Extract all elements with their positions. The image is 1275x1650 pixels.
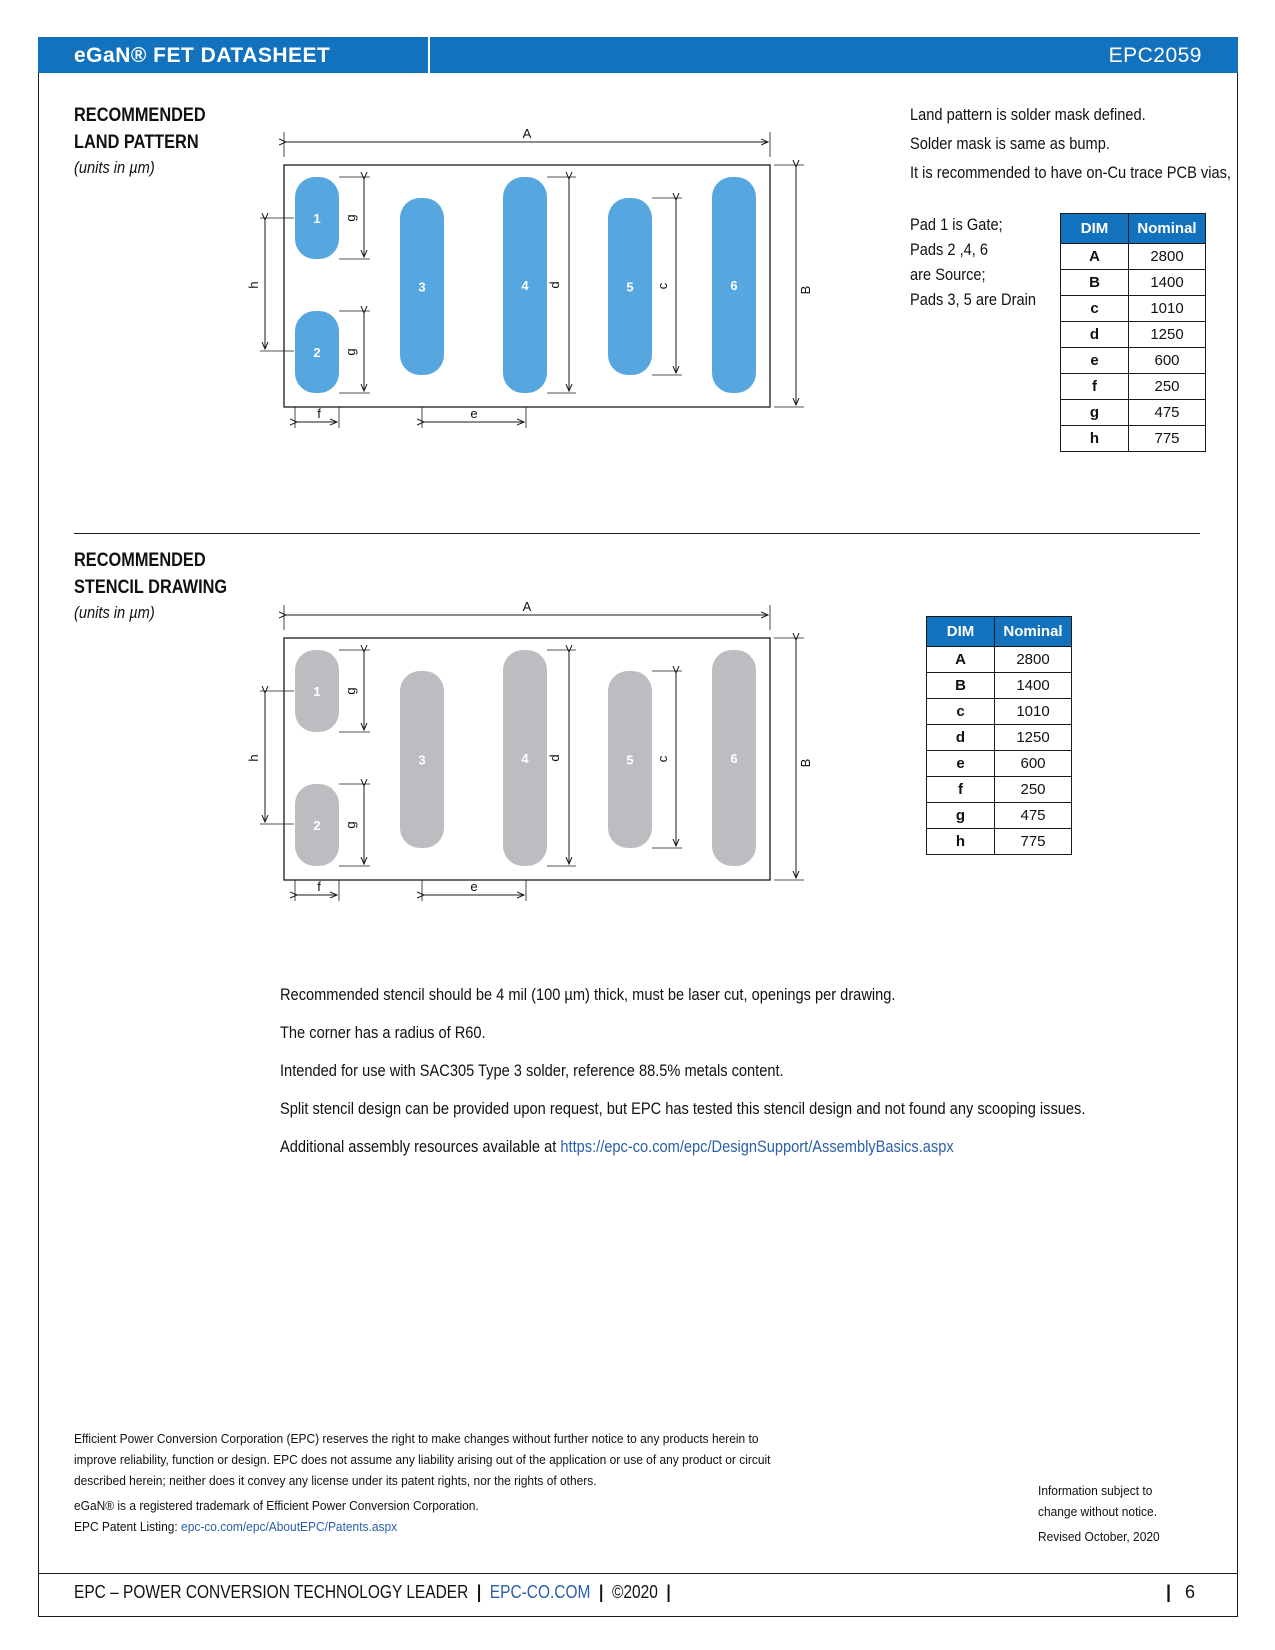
dim-key: A bbox=[1061, 244, 1129, 270]
stencil-note: Recommended stencil should be 4 mil (100 µm) thick, must be laser cut, openings per drawing. bbox=[280, 985, 896, 1004]
dim-value: 600 bbox=[995, 751, 1072, 777]
dim-row bbox=[1061, 348, 1206, 374]
land-notes bbox=[910, 100, 1231, 187]
land-note: It is recommended to have on-Cu trace PCB vias, bbox=[910, 163, 1231, 182]
dim-row bbox=[1061, 426, 1206, 452]
doc-title: eGaN® FET DATASHEET bbox=[74, 44, 331, 67]
land-pattern-diagram bbox=[246, 120, 870, 450]
dim-key: e bbox=[927, 751, 995, 777]
dim-value: 1400 bbox=[995, 673, 1072, 699]
dim-label-h: h bbox=[246, 754, 261, 762]
pad-label: 5 bbox=[626, 279, 634, 295]
dim-value: 2800 bbox=[1129, 244, 1206, 270]
dim-label-A: A bbox=[522, 126, 532, 141]
dim-label-f: f bbox=[317, 406, 321, 421]
dim-row bbox=[1061, 322, 1206, 348]
dim-key: c bbox=[1061, 296, 1129, 322]
dim-key: h bbox=[927, 829, 995, 855]
legal-notice: Efficient Power Conversion Corporation (EPC) reserves the right to make changes without further notice to any products herein to improve reliability, function or design. EPC does not assume any liability arising out of the application or use of any product or circuit described herein; neither does it convey any license under its patent rights, nor the rights of others. eGaN® is a registered trademark of Efficient Power Conversion Corporation. EPC Patent Listing: epc-co.com/epc/AboutEPC/Patents.aspx bbox=[74, 1428, 770, 1537]
dim-header: DIM bbox=[1061, 214, 1129, 244]
stencil-note: Split stencil design can be provided upon request, but EPC has tested this stencil design and not found any scooping issues. bbox=[280, 1099, 1086, 1118]
patent-link[interactable]: epc-co.com/epc/AboutEPC/Patents.aspx bbox=[181, 1519, 398, 1534]
dim-row bbox=[1061, 374, 1206, 400]
trademark-note: eGaN® is a registered trademark of Efficient Power Conversion Corporation. bbox=[74, 1498, 479, 1513]
dim-label-B: B bbox=[798, 285, 813, 295]
pad-label: 2 bbox=[313, 345, 321, 360]
dim-row bbox=[927, 751, 1072, 777]
dim-value: 250 bbox=[1129, 374, 1206, 400]
dim-value: 775 bbox=[1129, 426, 1206, 452]
footer-site-link[interactable]: EPC-CO.COM bbox=[489, 1582, 591, 1602]
dim-label-g: g bbox=[343, 687, 358, 695]
dim-value: 1250 bbox=[1129, 322, 1206, 348]
stencil-notes bbox=[280, 985, 1085, 1175]
pad-label: 5 bbox=[626, 752, 634, 768]
dim-header: DIM bbox=[927, 617, 995, 647]
dim-label-f: f bbox=[317, 879, 321, 894]
dim-key: g bbox=[927, 803, 995, 829]
dim-row bbox=[927, 699, 1072, 725]
dim-label-g: g bbox=[343, 348, 358, 356]
nominal-header: Nominal bbox=[1129, 214, 1206, 244]
dim-row bbox=[1061, 296, 1206, 322]
stencil-note: Intended for use with SAC305 Type 3 solder, reference 88.5% metals content. bbox=[280, 1061, 784, 1080]
dim-value: 1010 bbox=[995, 699, 1072, 725]
dim-value: 775 bbox=[995, 829, 1072, 855]
header-divider bbox=[428, 37, 430, 73]
footer: EPC – POWER CONVERSION TECHNOLOGY LEADER | EPC-CO.COM | ©2020 | bbox=[74, 1582, 671, 1602]
land-dim-table bbox=[1060, 213, 1206, 452]
pad-label: 3 bbox=[418, 279, 426, 295]
revision-date: Revised October, 2020 bbox=[1038, 1529, 1160, 1544]
pad-label: 3 bbox=[418, 752, 426, 768]
dim-row bbox=[1061, 244, 1206, 270]
dim-label-g: g bbox=[343, 821, 358, 829]
pad-label: 4 bbox=[521, 751, 529, 766]
pad-label: 4 bbox=[521, 278, 529, 293]
pad-label: 6 bbox=[730, 751, 738, 766]
dim-key: f bbox=[927, 777, 995, 803]
nominal-header: Nominal bbox=[995, 617, 1072, 647]
land-note: Land pattern is solder mask defined. bbox=[910, 105, 1146, 124]
dim-label-g: g bbox=[343, 214, 358, 222]
info-notice: Information subject to change without notice. Revised October, 2020 bbox=[1038, 1480, 1160, 1547]
dim-label-e: e bbox=[470, 879, 478, 894]
pad-label: 6 bbox=[730, 278, 738, 293]
dim-key: g bbox=[1061, 400, 1129, 426]
pad-label: 1 bbox=[313, 211, 321, 226]
stencil-drawing-diagram bbox=[246, 593, 870, 923]
stencil-units: (units in µm) bbox=[74, 603, 155, 622]
dim-value: 475 bbox=[995, 803, 1072, 829]
stencil-drawing-title: RECOMMENDED STENCIL DRAWING bbox=[74, 550, 228, 598]
assembly-basics-link[interactable]: https://epc-co.com/epc/DesignSupport/AssemblyBasics.aspx bbox=[560, 1137, 954, 1156]
dim-key: h bbox=[1061, 426, 1129, 452]
dim-key: d bbox=[927, 725, 995, 751]
pad-assignment-notes: Pad 1 is Gate; Pads 2 ,4, 6 are Source; Pads 3, 5 are Drain bbox=[910, 215, 1036, 309]
dim-row bbox=[1061, 400, 1206, 426]
dim-key: d bbox=[1061, 322, 1129, 348]
dim-value: 1010 bbox=[1129, 296, 1206, 322]
dim-value: 475 bbox=[1129, 400, 1206, 426]
dim-label-e: e bbox=[470, 406, 478, 421]
land-note: Solder mask is same as bump. bbox=[910, 134, 1110, 153]
dim-value: 2800 bbox=[995, 647, 1072, 673]
dim-key: f bbox=[1061, 374, 1129, 400]
footer-copyright: ©2020 bbox=[611, 1582, 658, 1602]
patent-listing: EPC Patent Listing: epc-co.com/epc/AboutEPC/Patents.aspx bbox=[74, 1519, 398, 1534]
dim-value: 600 bbox=[1129, 348, 1206, 374]
dim-row bbox=[927, 803, 1072, 829]
dim-label-B: B bbox=[798, 758, 813, 768]
pad-label: 2 bbox=[313, 818, 321, 833]
dim-key: B bbox=[927, 673, 995, 699]
dim-key: c bbox=[927, 699, 995, 725]
stencil-dim-table bbox=[926, 616, 1072, 855]
dim-key: A bbox=[927, 647, 995, 673]
dim-row bbox=[927, 647, 1072, 673]
dim-label-d: d bbox=[547, 281, 562, 289]
stencil-note: The corner has a radius of R60. bbox=[280, 1023, 486, 1042]
dim-value: 250 bbox=[995, 777, 1072, 803]
footer-tagline: EPC – POWER CONVERSION TECHNOLOGY LEADER bbox=[74, 1582, 469, 1602]
dim-row bbox=[927, 725, 1072, 751]
dim-row bbox=[927, 673, 1072, 699]
dim-label-h: h bbox=[246, 281, 261, 289]
dim-row bbox=[927, 829, 1072, 855]
stencil-note-resources: Additional assembly resources available at https://epc-co.com/epc/DesignSupport/AssemblyBasics.aspx bbox=[280, 1137, 954, 1156]
part-number: EPC2059 bbox=[1108, 44, 1202, 67]
dim-label-d: d bbox=[547, 754, 562, 762]
dim-label-c: c bbox=[655, 755, 670, 763]
land-pattern-title: RECOMMENDED LAND PATTERN bbox=[74, 105, 206, 153]
dim-value: 1400 bbox=[1129, 270, 1206, 296]
footer-rule bbox=[38, 1573, 1238, 1574]
section-divider bbox=[74, 533, 1200, 534]
dim-value: 1250 bbox=[995, 725, 1072, 751]
dim-key: e bbox=[1061, 348, 1129, 374]
header-bar bbox=[38, 37, 1238, 73]
dim-key: B bbox=[1061, 270, 1129, 296]
dim-row bbox=[1061, 270, 1206, 296]
land-units: (units in µm) bbox=[74, 158, 155, 177]
dim-label-A: A bbox=[522, 599, 532, 614]
dim-row bbox=[927, 777, 1072, 803]
page-number: | 6 bbox=[1166, 1582, 1196, 1602]
dim-label-c: c bbox=[655, 282, 670, 290]
pad-label: 1 bbox=[313, 684, 321, 699]
